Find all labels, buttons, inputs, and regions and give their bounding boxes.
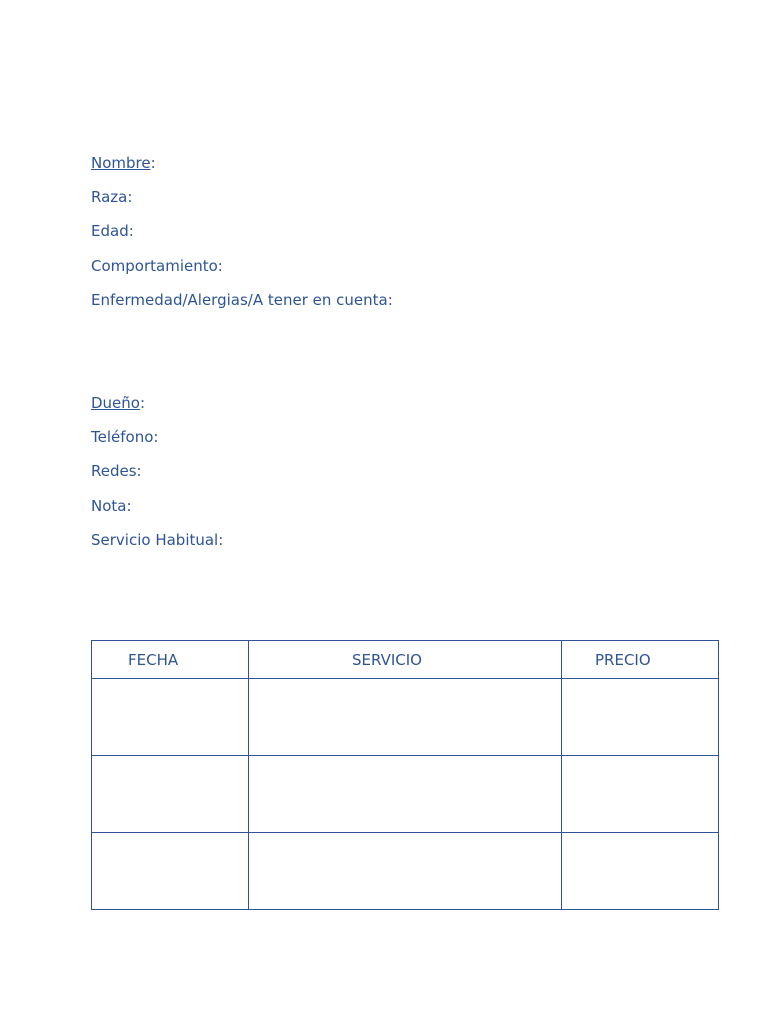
cell-servicio[interactable] bbox=[249, 756, 562, 833]
cell-precio[interactable] bbox=[562, 679, 719, 756]
dueno-label: Dueño bbox=[91, 394, 140, 412]
enfermedad-label: Enfermedad/Alergias/A tener en cuenta: bbox=[91, 291, 393, 309]
dueno-colon: : bbox=[139, 394, 146, 412]
redes-label: Redes: bbox=[91, 462, 142, 480]
table-row bbox=[92, 833, 719, 910]
edad-label: Edad: bbox=[91, 222, 134, 240]
servicio-habitual-label: Servicio Habitual: bbox=[91, 531, 224, 549]
table-header-row bbox=[92, 641, 719, 679]
cell-precio[interactable] bbox=[562, 833, 719, 910]
nombre-field bbox=[91, 153, 156, 173]
cell-precio[interactable] bbox=[562, 756, 719, 833]
nombre-colon: : bbox=[150, 154, 156, 172]
cell-fecha[interactable] bbox=[92, 833, 249, 910]
telefono-label: Teléfono: bbox=[91, 428, 159, 446]
dueno-field bbox=[91, 393, 145, 413]
nombre-label: Nombre bbox=[91, 154, 151, 172]
cell-servicio[interactable] bbox=[249, 679, 562, 756]
nota-label: Nota: bbox=[91, 497, 132, 515]
cell-servicio[interactable] bbox=[249, 833, 562, 910]
header-fecha: FECHA bbox=[92, 641, 249, 679]
raza-label: Raza: bbox=[91, 188, 133, 206]
table-row bbox=[92, 679, 719, 756]
services-table bbox=[91, 640, 719, 910]
table-row bbox=[92, 756, 719, 833]
comportamiento-label: Comportamiento: bbox=[91, 257, 223, 275]
header-precio: PRECIO bbox=[562, 641, 719, 679]
cell-fecha[interactable] bbox=[92, 756, 249, 833]
cell-fecha[interactable] bbox=[92, 679, 249, 756]
header-servicio: SERVICIO bbox=[249, 641, 562, 679]
